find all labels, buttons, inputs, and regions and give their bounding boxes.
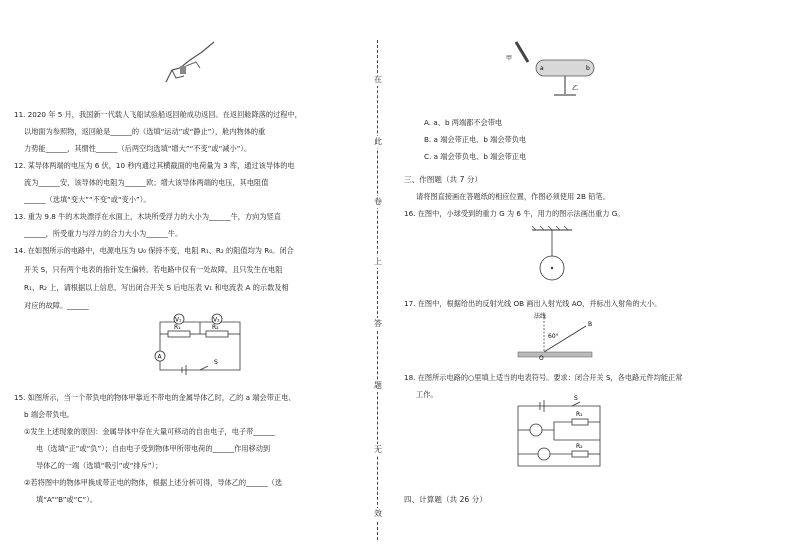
question-16: 16. 在图中，小球受到的重力 G 为 6 牛，用力的图示法画出重力 G。 [404,209,625,218]
label-b: b [586,65,590,72]
q11-line: 力势能______，其惯性______（后两空均选填“增大”“不变”或“减小”）。 [24,144,252,153]
charged-conductor-figure [502,38,602,100]
section-3-title: 三、作图题（共 7 分） [404,175,483,184]
q15-line: 导体乙的一端（选填“吸引”或“排斥”）； [36,461,163,470]
dashed-divider [377,40,378,540]
circuit-label-v2: V₂ [213,316,220,324]
section-4-title: 四、计算题（共 26 分） [404,495,487,504]
circuit-label-v1: V₁ [175,316,182,324]
q15-line: 填“A”“B”或“C”）。 [36,495,97,504]
q12-line: 12. 某导体两端的电压为 6 伏，10 秒内通过其横截面的电荷量为 3 库，通过该导体的电 [14,161,295,170]
reflection-figure [514,310,604,360]
q15-line: 电（选填“正”或“负”）；自由电子受到物体甲所带电荷的______作用移动到 [36,444,271,453]
seal-char: 无 [371,444,385,456]
q15-line: 15. 如图所示，当一个带负电的物体甲靠近不带电的金属导体乙时，乙的 a 端会带正电、 [14,393,296,402]
q11-line: 11. 2020 年 5 月，我国新一代载人飞船试验船返回舱成功返回。在返回舱降落的过程中， [14,110,302,119]
option-a: A. a、b 两端都不会带电 [424,118,503,127]
pendulum-figure [522,226,582,286]
q14-line: R₁、R₂ 上，请根据以上信息，写出闭合开关 S 后电压表 V₁ 和电流表 A 的示数及相 [24,283,289,292]
seal-char: 在 [371,74,385,86]
q13-line: ______，所受重力与浮力的合力大小为______牛。 [24,229,183,238]
q14-line: 开关 S，只有两个电表的指针发生偏转。若电路中仅有一处故障，且只发生在电阻 [24,265,283,274]
circuit-label-a: A [157,353,162,361]
circuit-label-r2: R₂ [212,324,219,331]
hand-illustration [162,38,222,84]
seal-char: 上 [371,256,385,268]
label-r1: R₁ [576,411,583,418]
label-o: O [539,355,544,362]
circuit-diagram-q14 [144,312,254,378]
seal-char: 此 [371,136,385,148]
q13-line: 13. 重为 9.8 牛的木块漂浮在水面上，木块所受浮力的大小为______牛，方向为竖直 [14,212,281,221]
seal-char: 效 [371,508,385,520]
option-b: B. a 端会带正电、b 端会带负电 [424,135,527,144]
label-jia: 甲 [506,55,513,62]
seal-char: 卷 [371,196,385,208]
q18-line: 工作。 [416,390,438,399]
question-17: 17. 在图中，根据给出的反射光线 OB 画出入射光线 AO，并标出入射角的大小。 [404,299,662,308]
q12-line: ______（选填“变大”“不变”或“变小”）。 [24,195,151,204]
label-r2: R₂ [576,443,583,450]
section-3-note: 请将图直接画在答题纸的相应位置，作图必须使用 2B 铅笔。 [416,192,610,201]
label-b: B [588,321,593,328]
seal-line [369,40,387,560]
label-a: a [540,65,544,72]
q15-line: b 端会带负电。 [24,410,74,419]
circuit-label-s: S [214,359,218,366]
q18-line: 18. 在图所示电路的○里填上适当的电表符号。要求：闭合开关 S，各电路元件均能正常 [404,373,683,382]
q15-line: ①发生上述现象的原因：金属导体中存在大量可移动的自由电子，电子带______ [24,427,275,436]
label-yi: 乙 [572,85,579,92]
q11-line: 以地面为参照物，返回舱是______的（选填“运动”或“静止”），舱内物体的重 [24,127,266,136]
label-s: S [574,395,578,402]
seal-char: 答 [371,318,385,330]
q14-line: 14. 在如图所示的电路中，电源电压为 U₀ 保持不变，电阻 R₁、R₂ 的阻值均为 R₀。闭合 [14,246,294,255]
label-normal: 法线 [534,313,547,320]
circuit-diagram-q18 [514,395,604,472]
option-c: C. a 端会带负电、b 端会带正电 [424,152,527,161]
q15-line: ②若将图中的物体甲换成带正电的物体，根据上述分析可得，导体乙的______（选 [24,478,283,487]
q14-line: 对应的故障。______ [24,301,89,310]
q12-line: 流为______安，该导体的电阻为______欧；增大该导体两端的电压，其电阻值 [24,178,269,187]
label-angle: 60° [548,333,559,340]
seal-char: 题 [371,380,385,392]
circuit-label-r1: R₁ [174,324,181,331]
